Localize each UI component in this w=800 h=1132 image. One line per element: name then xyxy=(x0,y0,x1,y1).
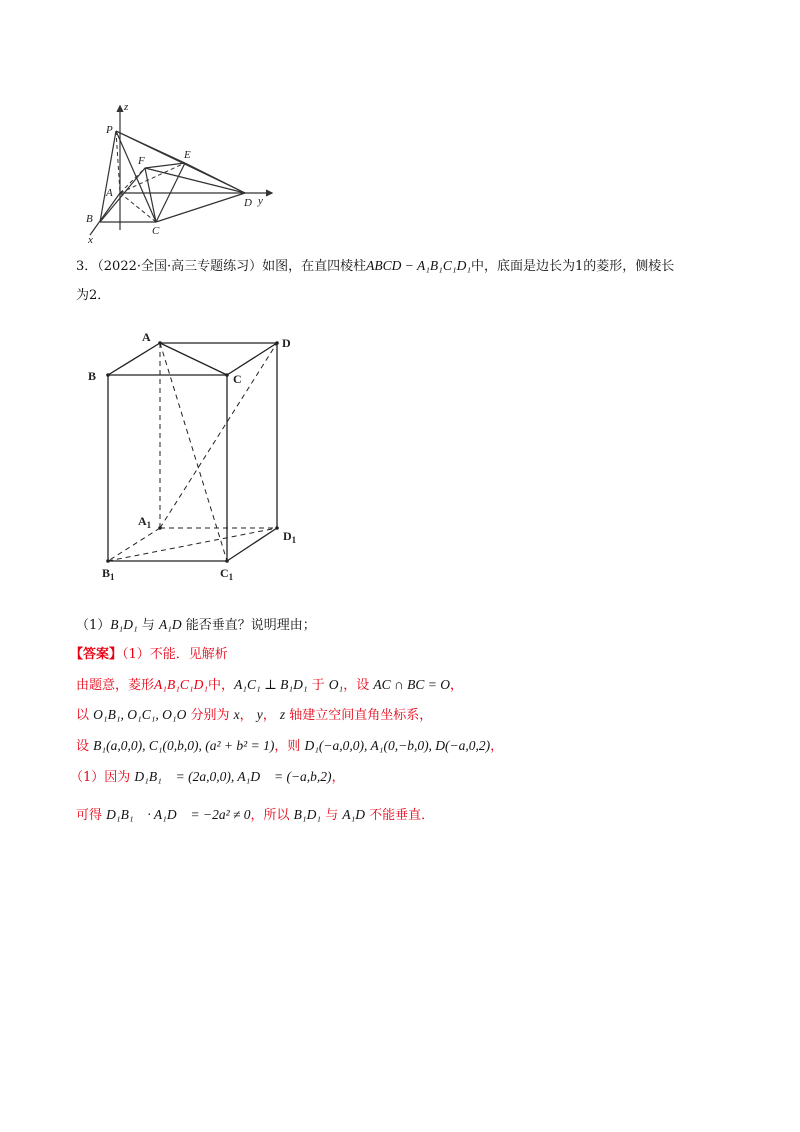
answer-line-2 xyxy=(76,676,463,695)
point-P-label: P xyxy=(106,124,113,136)
question-prefix: （1） xyxy=(76,618,111,633)
answer-math: O₁ xyxy=(328,677,344,692)
answer-text: 分别为 xyxy=(186,708,234,723)
answer-line-3 xyxy=(76,706,432,725)
point-C-label: C xyxy=(152,225,160,237)
answer-text: ， xyxy=(262,708,280,723)
answer-tag-rest: （1）不能．见解析 xyxy=(122,647,228,662)
answer-math: x xyxy=(233,707,240,722)
answer-text: 设 xyxy=(76,739,94,754)
answer-text: 于 xyxy=(307,678,329,693)
answer-line-5 xyxy=(70,768,345,787)
answer-text: ，则 xyxy=(274,739,305,754)
question-expr-1: B₁D₁ xyxy=(110,617,138,632)
question-mid: 与 xyxy=(137,618,159,633)
problem-line-2-text: 为2． xyxy=(76,288,111,303)
answer-text: ， xyxy=(331,770,345,785)
point-B-label: B xyxy=(86,213,93,225)
question-1 xyxy=(76,616,316,635)
point-B-label: B xyxy=(88,369,97,383)
problem-header xyxy=(76,257,674,276)
answer-math: y xyxy=(256,707,263,722)
answer-text: ， xyxy=(450,678,464,693)
answer-math: D₁B₁⃗ = (2a,0,0), A₁D⃗ = (−a,b,2) xyxy=(134,769,332,784)
answer-text: 轴建立空间直角坐标系， xyxy=(285,708,433,723)
answer-text: 中， xyxy=(208,678,235,693)
pyramid-figure xyxy=(80,100,280,245)
answer-text: 由题意，菱形 xyxy=(76,678,155,693)
question-suffix: 能否垂直？说明理由； xyxy=(181,618,316,633)
point-A1-label: $A_1$ xyxy=(138,514,152,530)
answer-text: ，所以 xyxy=(250,808,294,823)
answer-tag: 【答案】 xyxy=(70,647,123,662)
answer-math: A₁B₁C₁D₁ xyxy=(154,677,209,692)
answer-text: ，设 xyxy=(343,678,374,693)
answer-text: 可得 xyxy=(76,808,107,823)
answer-line-4 xyxy=(76,737,503,756)
point-E-label: E xyxy=(184,149,191,161)
point-B1-label: $B_1$ xyxy=(102,566,115,582)
answer-math: A₁C₁ ⊥ B₁D₁ xyxy=(234,677,308,692)
point-D-label: D xyxy=(244,197,252,209)
answer-math: A₁D xyxy=(342,807,366,822)
problem-header-tail: 中，底面是边长为1的菱形，侧棱长 xyxy=(471,259,675,274)
answer-text: （1）因为 xyxy=(70,770,135,785)
point-A-label: A xyxy=(106,187,113,199)
answer-tag-line xyxy=(70,646,228,664)
answer-text: ， xyxy=(490,739,504,754)
problem-line-2 xyxy=(76,287,110,305)
point-D1-label: $D_1$ xyxy=(283,529,297,545)
answer-text: ， xyxy=(239,708,257,723)
answer-math: D₁(−a,0,0), A₁(0,−b,0), D(−a,0,2) xyxy=(304,738,491,753)
y-axis-label: y xyxy=(258,195,263,207)
point-C1-label: $C_1$ xyxy=(220,566,234,582)
problem-header-text: 3．（2022·全国·高三专题练习）如图，在直四棱柱 xyxy=(76,259,367,274)
prism-figure xyxy=(80,325,320,590)
answer-text: 不能垂直． xyxy=(365,808,435,823)
answer-line-6 xyxy=(76,806,434,825)
z-axis-label: z xyxy=(124,101,129,113)
answer-math: B₁(a,0,0), C₁(0,b,0), (a² + b² = 1) xyxy=(93,738,275,753)
point-C-label: C xyxy=(233,372,242,386)
answer-text: 与 xyxy=(321,808,343,823)
x-axis-label: x xyxy=(88,234,93,245)
answer-math: AC ∩ BC = O xyxy=(373,677,451,692)
answer-math: B₁D₁ xyxy=(293,807,322,822)
prism-name: ABCD − A₁B₁C₁D₁ xyxy=(366,258,472,273)
question-expr-2: A₁D xyxy=(158,617,182,632)
point-D-label: D xyxy=(282,336,291,350)
answer-text: 以 xyxy=(76,708,94,723)
point-A-label: A xyxy=(142,330,151,344)
answer-math: z xyxy=(279,707,286,722)
point-F-label: F xyxy=(138,155,145,167)
answer-math: O₁B₁, O₁C₁, O₁O xyxy=(93,707,187,722)
answer-math: D₁B₁⃗ · A₁D⃗ = −2a² ≠ 0 xyxy=(106,807,251,822)
